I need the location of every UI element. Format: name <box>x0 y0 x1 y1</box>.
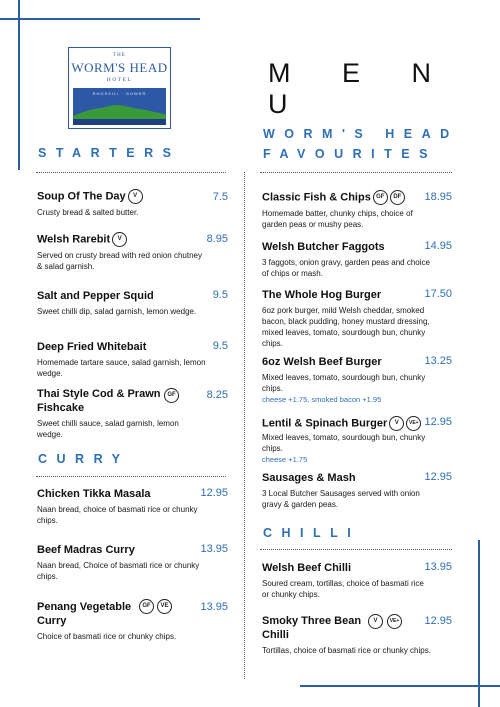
item-description: Sweet chilli sauce, salad garnish, lemon wedge. <box>37 419 179 439</box>
section-title-favourites-2: FAVOURITES <box>263 147 437 161</box>
item-price: 13.95 <box>200 601 228 613</box>
menu-item-beef-madras-curry <box>37 543 207 582</box>
menu-item-welsh-beef-chilli <box>262 561 432 600</box>
item-name: Smoky Three Bean Chilli <box>262 615 362 641</box>
vegetarian-badge-icon: V <box>368 614 383 629</box>
menu-item-welsh-butcher-faggots <box>262 240 432 279</box>
section-title-chilli: CHILLI <box>263 526 361 540</box>
item-price: 9.5 <box>212 289 228 301</box>
vegan-plus-badge-icon: VE+ <box>406 416 421 431</box>
item-description: 3 faggots, onion gravy, garden peas and choice of chips or mash. <box>262 258 430 278</box>
item-price: 18.95 <box>424 191 452 203</box>
menu-item-welsh-rarebit <box>37 232 207 272</box>
logo-line-2: WORM'S HEAD <box>71 60 168 75</box>
headland-icon <box>73 88 166 125</box>
page-title: M E N U <box>268 58 454 119</box>
gluten-free-badge-icon: GF <box>139 599 154 614</box>
item-price: 17.50 <box>424 288 452 300</box>
logo-line-3: HOTEL <box>106 77 133 83</box>
item-description: Served on crusty bread with red onion chutney & salad garnish. <box>37 251 202 271</box>
item-description: Tortillas, choice of basmati rice or chunky chips. <box>262 646 431 655</box>
item-price: 13.25 <box>424 355 452 367</box>
item-name: Welsh Rarebit <box>37 233 111 246</box>
item-description: 6oz pork burger, mild Welsh cheddar, smoked bacon, black pudding, honey mustard dressing, mixed leaves, tomato, sourdough bun, chunky chips. <box>262 306 430 348</box>
gluten-free-badge-icon: GF <box>373 190 388 205</box>
item-price: 12.95 <box>424 615 452 627</box>
vegetarian-badge-icon: V <box>112 232 127 247</box>
item-name: Deep Fried Whitebait <box>37 341 147 353</box>
item-extras: cheese +1.75, smoked bacon +1.95 <box>262 395 382 404</box>
item-name: Thai Style Cod & Prawn Fishcake <box>37 388 161 414</box>
item-description: Sweet chilli dip, salad garnish, lemon wedge. <box>37 307 197 316</box>
menu-item-smoky-three-bean-chilli <box>262 614 432 656</box>
item-name: Beef Madras Curry <box>37 544 135 556</box>
section-divider-favourites <box>260 172 452 173</box>
item-extras: cheese +1.75 <box>262 455 308 464</box>
item-description: 3 Local Butcher Sausages served with onion gravy & garden peas. <box>262 489 420 509</box>
vegan-badge-icon: VE <box>157 599 172 614</box>
dairy-free-badge-icon: DF <box>390 190 405 205</box>
vegetarian-badge-icon: V <box>389 416 404 431</box>
item-name: The Whole Hog Burger <box>262 289 382 301</box>
item-price: 8.25 <box>206 389 228 401</box>
item-name: Chicken Tikka Masala <box>37 488 151 500</box>
section-title-favourites-1: WORM'S HEAD <box>263 127 459 141</box>
item-price: 13.95 <box>200 543 228 555</box>
decor-line-bottom-vertical <box>478 540 480 707</box>
menu-item-lentil-spinach-burger <box>262 416 432 465</box>
item-description: Mixed leaves, tomato, sourdough bun, chunky chips. <box>262 433 426 453</box>
item-price: 7.5 <box>212 191 228 203</box>
menu-item-chicken-tikka-masala <box>37 487 207 526</box>
decor-line-top-horizontal <box>0 18 200 20</box>
section-divider-curry <box>36 476 226 477</box>
hotel-logo <box>68 47 171 129</box>
item-price: 13.95 <box>424 561 452 573</box>
item-description: Mixed leaves, tomato, sourdough bun, chunky chips. <box>262 373 426 393</box>
menu-item-penang-vegetable-curry <box>37 600 207 642</box>
item-description: Naan bread, choice of basmati rice or chunky chips. <box>37 505 198 525</box>
vegan-plus-badge-icon: VE+ <box>387 614 402 629</box>
item-name: Penang Vegetable Curry <box>37 601 132 627</box>
logo-line-1: THE <box>113 53 126 58</box>
gluten-free-badge-icon: GF <box>164 388 179 403</box>
item-name: Soup Of The Day <box>37 190 126 203</box>
item-name: 6oz Welsh Beef Burger <box>262 356 382 368</box>
menu-item-soup-of-the-day <box>37 189 207 218</box>
item-name: Salt and Pepper Squid <box>37 290 154 302</box>
item-price: 8.95 <box>206 233 228 245</box>
item-description: Crusty bread & salted butter. <box>37 208 139 217</box>
item-name: Welsh Beef Chilli <box>262 562 352 574</box>
section-divider-chilli <box>260 549 452 550</box>
item-description: Homemade tartare sauce, salad garnish, lemon wedge. <box>37 358 206 378</box>
decor-line-top-vertical <box>18 0 20 170</box>
item-name: Sausages & Mash <box>262 472 356 484</box>
decor-line-bottom-horizontal <box>300 685 500 687</box>
item-price: 12.95 <box>424 471 452 483</box>
item-description: Choice of basmati rice or chunky chips. <box>37 632 177 641</box>
menu-item-classic-fish-and-chips <box>262 190 432 230</box>
item-name: Lentil & Spinach Burger <box>262 417 388 430</box>
section-title-curry: CURRY <box>38 452 130 466</box>
column-divider <box>244 172 245 679</box>
logo-headland-band <box>73 88 166 125</box>
section-title-starters: STARTERS <box>38 146 181 160</box>
logo-tagline: RHOSSILI · GOWER <box>92 91 147 96</box>
item-description: Homemade batter, chunky chips, choice of garden peas or mushy peas. <box>262 209 413 229</box>
section-divider-starters <box>36 172 226 173</box>
menu-item-sausages-and-mash <box>262 471 432 510</box>
menu-item-whole-hog-burger <box>262 288 432 349</box>
item-name: Classic Fish & Chips <box>262 191 371 204</box>
menu-item-salt-and-pepper-squid <box>37 289 207 317</box>
item-price: 14.95 <box>424 240 452 252</box>
item-description: Soured cream, tortillas, choice of basmati rice or chunky chips. <box>262 579 424 599</box>
menu-item-welsh-beef-burger <box>262 355 432 405</box>
item-price: 12.95 <box>424 416 452 428</box>
item-price: 9.5 <box>212 340 228 352</box>
vegetarian-badge-icon: V <box>128 189 143 204</box>
menu-item-deep-fried-whitebait <box>37 340 207 379</box>
item-price: 12.95 <box>200 487 228 499</box>
item-description: Naan bread, Choice of basmati rice or chunky chips. <box>37 561 200 581</box>
item-name: Welsh Butcher Faggots <box>262 241 385 253</box>
